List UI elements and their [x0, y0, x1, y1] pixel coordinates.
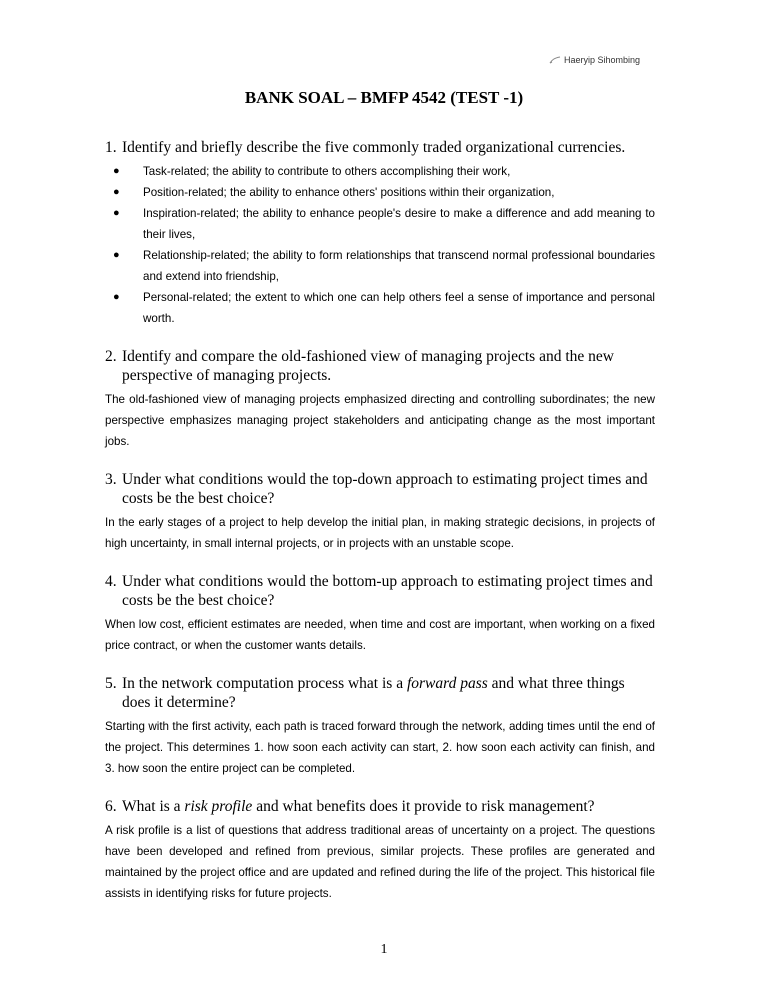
bullet-icon: ● — [113, 186, 120, 198]
question-list — [105, 138, 655, 922]
question-1 — [105, 138, 655, 329]
question-2 — [105, 347, 655, 452]
question-text: Under what conditions would the bottom-up approach to estimating project times and costs be the best choice? — [122, 573, 653, 609]
question-term: risk profile — [184, 798, 253, 815]
question-number: 1. — [105, 139, 117, 156]
question-number: 4. — [105, 573, 117, 590]
question-number: 3. — [105, 471, 117, 488]
answer-text: The old-fashioned view of managing projects emphasized directing and controlling subordinates; the new perspective emphasizes managing project stakeholders and anticipating change as the most important jobs. — [105, 393, 655, 448]
answer-text: Starting with the first activity, each path is traced forward through the network, adding times until the end of the project. This determines 1. how soon each activity can start, 2. how soon each activity can finish, and 3. how soon the entire project can be completed. — [105, 720, 655, 775]
question-text: Identify and compare the old-fashioned view of managing projects and the new perspective of managing projects. — [122, 348, 614, 384]
list-item: ● Task-related; the ability to contribute to others accomplishing their work, — [143, 161, 655, 182]
question-term: forward pass — [406, 675, 488, 692]
answer-text: In the early stages of a project to help develop the initial plan, in making strategic decisions, in projects of high uncertainty, in small internal projects, or in projects with an unstable scope. — [105, 516, 655, 550]
list-item: ● Personal-related; the extent to which one can help others feel a sense of importance and personal worth. — [143, 287, 655, 329]
question-number: 2. — [105, 348, 117, 365]
header-author — [549, 55, 640, 65]
question-number: 5. — [105, 675, 117, 692]
bullet-icon: ● — [113, 249, 120, 261]
question-4 — [105, 572, 655, 656]
list-item: ● Relationship-related; the ability to form relationships that transcend normal professional boundaries and extend into friendship, — [143, 245, 655, 287]
page-number: 1 — [380, 942, 388, 957]
question-5 — [105, 674, 655, 779]
bullet-icon: ● — [113, 165, 120, 177]
pen-icon — [549, 56, 561, 64]
answer-bullet-list — [105, 161, 655, 329]
list-item: ● Inspiration-related; the ability to enhance people's desire to make a difference and add meaning to their lives, — [143, 203, 655, 245]
list-item: ● Position-related; the ability to enhance others' positions within their organization, — [143, 182, 655, 203]
question-text: What is a risk profile and what benefits does it provide to risk management? — [122, 798, 595, 815]
bullet-icon: ● — [113, 291, 120, 303]
author-name: Haeryip Sihombing — [563, 55, 640, 65]
question-6 — [105, 797, 655, 904]
answer-text: When low cost, efficient estimates are needed, when time and cost are important, when working on a fixed price contract, or when the customer wants details. — [105, 618, 655, 652]
question-text: Identify and briefly describe the five commonly traded organizational currencies. — [122, 139, 626, 156]
question-text: Under what conditions would the top-down approach to estimating project times and costs be the best choice? — [122, 471, 648, 507]
bullet-icon: ● — [113, 207, 120, 219]
question-text: In the network computation process what is a forward pass and what three things does it determine? — [122, 675, 625, 711]
page-title: BANK SOAL – BMFP 4542 (TEST -1) — [244, 88, 524, 107]
answer-text: A risk profile is a list of questions that address traditional areas of uncertainty on a project. The questions have been developed and refined from previous, similar projects. These profiles are generated and maintained by the project office and are updated and refined during the life of the project. This historical file assists in identifying risks for future projects. — [105, 824, 655, 900]
question-number: 6. — [105, 798, 117, 815]
question-3 — [105, 470, 655, 554]
